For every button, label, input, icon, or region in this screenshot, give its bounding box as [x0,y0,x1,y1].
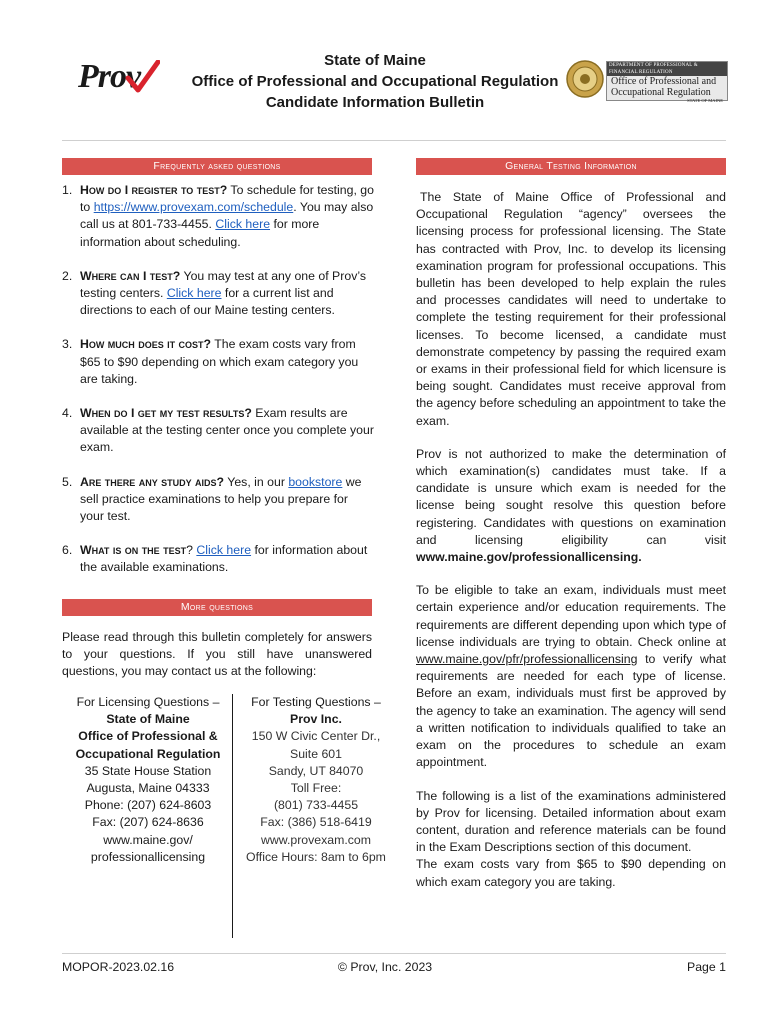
scheduling-click-here-link[interactable]: Click here [215,217,271,232]
licensing-org-2: Office of Professional & [78,729,218,744]
more-questions-intro: Please read through this bulletin completely for answers to your questions. If you still have unanswered questions, you may contact us at the following: [62,630,372,679]
faq-number: 1. [62,183,73,197]
faq-question: How much does it cost? [80,337,212,352]
schedule-link[interactable]: https://www.provexam.com/schedule [93,200,294,215]
faq-text: Exam results are available at the testing center once you complete your exam. [80,406,374,455]
faq-number: 5. [62,474,73,489]
general-paragraph-5: The exam costs vary from $65 to $90 depending on which exam category you are taking. [416,857,726,889]
faq-text: for more information about scheduling. [80,217,320,249]
licensing-address-2: Augusta, Maine 04333 [86,781,210,796]
testing-website: www.provexam.com [260,832,372,847]
faq-question: When do I get my test results? [80,406,252,421]
maine-regulation-logo [566,60,726,103]
faq-banner [62,158,372,175]
licensing-phone: Phone: (207) 624-8603 [84,798,212,813]
faq-question: Where can I test? [80,268,181,283]
general-paragraph-3-text-b: to verify what requirements are needed for each type of license. Before an exam, individuals must first be approved by the agency to take an examination. The agency will send a written notification to individuals qualified to take an exam on the procedures to schedule an exam appointment. [416,652,726,770]
copyright: © Prov, Inc. 2023 [337,960,433,974]
faq-item-test-content [62,542,374,576]
logo-wordmark: Prov [78,58,141,95]
testing-fax: Fax: (386) 518-6419 [260,815,372,830]
faq-text: You may test at any one of Prov’s testing centers. [80,268,367,301]
general-paragraph-2-text: Prov is not authorized to make the determination of which examination(s) candidates must take. If a candidate is unsure which exam is needed for the license being sought resolve this question before registering. Candidates with questions on examination and licensing eligibility can visit [416,446,726,547]
testing-hours: Office Hours: 8am to 6pm [246,849,386,864]
faq-number: 6. [62,543,73,558]
contact-divider [232,694,233,938]
licensing-url[interactable]: www.maine.gov/professionallicensing. [416,550,642,565]
footer-divider [62,953,726,954]
header-divider [62,140,726,141]
general-paragraph-3 [416,582,726,771]
prov-logo [78,58,160,102]
faq-question: How do I register to test? [80,183,228,197]
bookstore-link[interactable]: bookstore [288,474,343,489]
seal-office-line-2: Occupational Regulation [611,87,711,98]
page-number: Page 1 [687,960,726,974]
licensing-address-1: 35 State House Station [84,763,212,778]
licensing-website-1: www.maine.gov/ [103,832,193,847]
faq-question: What is on the test [80,543,187,558]
faq-text: for information about the available examinations. [80,543,368,575]
faq-number: 4. [62,406,73,421]
title-line-1: State of Maine [324,52,426,69]
contact-info [62,694,392,938]
testing-tollfree-label: Toll Free: [290,781,342,796]
testing-tollfree: (801) 733-4455 [273,798,359,813]
general-paragraph-1: The State of Maine Office of Professional and Occupational Regulation “agency” oversees the licensing process for professional licensing. The State has contracted with Prov, Inc. to develop its licensing examination program for professional occupations. This bulletin has been developed to help explain the rules and processes candidates will need to undertake to complete the testing requirement for their professional licenses. To become licensed, a candidate must demonstrate competency by passing the required exam or exams in their professional field for which licensure is being sought. Candidates must receive approval from the agency before scheduling an appointment to take the exam. [416,190,726,428]
licensing-contact [62,694,234,866]
general-paragraph-3-text-a: To be eligible to take an exam, individuals must meet certain experience and/or education requirements. The requirements are different depending upon which type of license individuals are trying to obtain. Check online at [416,583,726,649]
licensing-org-3: Occupational Regulation [75,746,221,761]
faq-number: 3. [62,337,73,352]
faq-text: for a current list and directions to each of our Maine testing centers. [80,286,335,318]
testing-heading: For Testing Questions – [251,695,381,709]
general-paragraph-2 [416,446,726,566]
faq-item-where [62,268,374,320]
general-banner-label: General Testing Information [505,160,637,172]
more-questions-banner [62,599,372,616]
licensing-org-1: State of Maine [106,712,190,727]
licensing-fax: Fax: (207) 624-8636 [92,815,204,830]
faq-list [62,182,374,594]
general-info [416,189,726,907]
faq-number: 2. [62,268,73,283]
page-title [170,50,580,113]
document-code: MOPOR-2023.02.16 [62,960,175,974]
examinations-click-here-link[interactable]: Click here [196,543,252,558]
regulation-logo-text [606,61,728,101]
seal-state: STATE OF MAINE [687,98,723,103]
licensing-website-2: professionallicensing [90,849,206,864]
more-banner-label: More questions [180,601,254,613]
seal-office-line-1: Office of Professional and [611,76,717,87]
faq-text: To schedule for testing, go to [80,183,374,215]
pfr-licensing-link[interactable]: www.maine.gov/pfr/professionallicensing [416,652,638,667]
faq-item-study-aids [62,474,374,526]
faq-text: ? [186,543,197,558]
testing-address-1: 150 W Civic Center Dr., [251,729,381,744]
faq-text: Yes, in our [224,474,289,489]
faq-item-register [62,182,374,251]
seal-dept: DEPARTMENT OF PROFESSIONAL & FINANCIAL REGULATION [607,62,727,76]
faq-text: we sell practice examinations to help you prepare for your test. [80,474,362,524]
faq-text: . You may also call us at 801-733-4455. [80,200,374,232]
testing-centers-click-here-link[interactable]: Click here [166,286,222,301]
faq-item-cost [62,336,374,388]
title-line-2: Office of Professional and Occupational Regulation [191,73,559,90]
faq-item-results [62,405,374,457]
title-line-3: Candidate Information Bulletin [265,94,485,111]
state-seal-icon [566,60,604,98]
testing-contact [240,694,392,866]
testing-address-3: Sandy, UT 84070 [268,763,364,778]
faq-text: The exam costs vary from $65 to $90 depending on which exam category you are taking. [80,337,359,386]
general-paragraph-4: The following is a list of the examinations administered by Prov for licensing. Detailed information about exam content, duration and reference materials can be found in the Exam Descriptions section of this document. [416,788,726,855]
faq-banner-label: Frequently asked questions [153,160,281,172]
testing-address-2: Suite 601 [290,746,342,761]
general-info-banner [416,158,726,175]
checkmark-icon [124,60,160,96]
licensing-heading: For Licensing Questions – [76,695,220,709]
testing-org: Prov Inc. [290,712,342,727]
faq-question: Are there any study aids? [80,474,225,489]
